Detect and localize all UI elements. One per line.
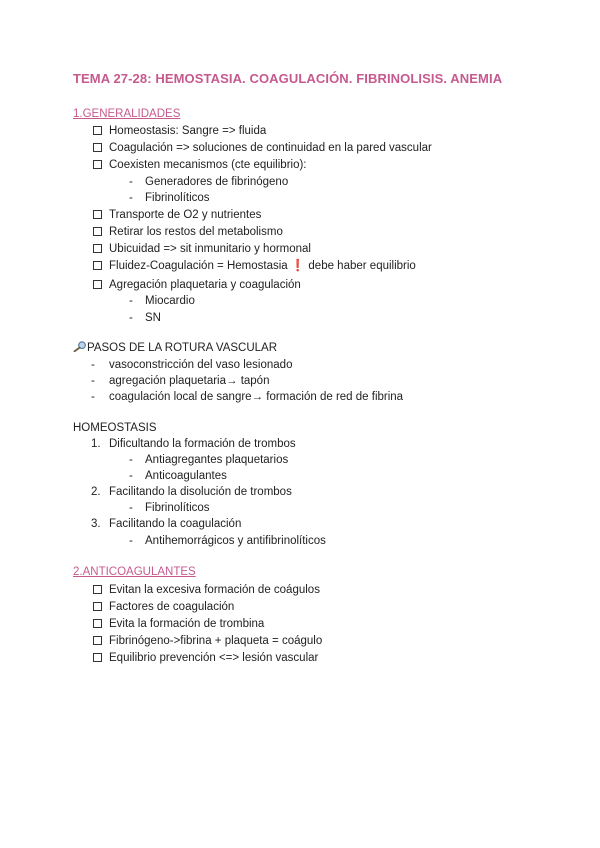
list-number: 1. <box>91 438 101 450</box>
sub-item: Antihemorrágicos y antifibrinolíticos <box>145 535 326 547</box>
dash-bullet: - <box>129 312 133 324</box>
list-item-text: Fluidez-Coagulación = Hemostasia <box>109 260 288 272</box>
list-item: Facilitando la coagulación <box>109 518 242 530</box>
checkbox[interactable] <box>93 636 102 645</box>
checkbox[interactable] <box>93 160 102 169</box>
list-item: Homeostasis: Sangre => fluida <box>109 125 267 137</box>
pasos-heading <box>73 341 277 355</box>
checkbox[interactable] <box>93 619 102 628</box>
list-item: Coexisten mecanismos (cte equilibrio): <box>109 159 307 171</box>
dash-bullet: - <box>129 502 133 514</box>
list-item: vasoconstricción del vaso lesionado <box>109 359 293 371</box>
checkbox[interactable] <box>93 280 102 289</box>
list-item: Agregación plaquetaria y coagulación <box>109 279 301 291</box>
dash-bullet: - <box>129 454 133 466</box>
checkbox[interactable] <box>93 602 102 611</box>
section-heading-anticoagulantes: 2.ANTICOAGULANTES <box>73 566 196 578</box>
checkbox[interactable] <box>93 585 102 594</box>
exclamation-icon: ❗ <box>290 260 306 272</box>
dash-bullet: - <box>129 470 133 482</box>
sub-item: Fibrinolíticos <box>145 192 210 204</box>
page-title: TEMA 27-28: HEMOSTASIA. COAGULACIÓN. FIBRINOLISIS. ANEMIA <box>73 71 503 86</box>
checkbox[interactable] <box>93 126 102 135</box>
sub-item: Antiagregantes plaquetarios <box>145 454 289 466</box>
sub-item: Generadores de fibrinógeno <box>145 176 289 188</box>
checkbox[interactable] <box>93 210 102 219</box>
sub-item: Anticoagulantes <box>145 470 227 482</box>
list-item: coagulación local de sangre→ formación de red de fibrina <box>109 391 404 403</box>
checkbox[interactable] <box>93 261 102 270</box>
list-item: Ubicuidad => sit inmunitario y hormonal <box>109 243 311 255</box>
dash-bullet: - <box>129 176 133 188</box>
list-item: Coagulación => soluciones de continuidad en la pared vascular <box>109 142 432 154</box>
homeostasis-heading: HOMEOSTASIS <box>73 422 157 434</box>
dash-bullet: - <box>129 535 133 547</box>
list-item: Factores de coagulación <box>109 601 235 613</box>
pasos-heading-text: PASOS DE LA ROTURA VASCULAR <box>87 342 278 354</box>
list-item <box>109 259 416 273</box>
list-item-suffix: debe haber equilibrio <box>308 260 416 272</box>
checkbox[interactable] <box>93 227 102 236</box>
sub-item: Fibrinolíticos <box>145 502 210 514</box>
list-number: 2. <box>91 486 101 498</box>
list-item: Retirar los restos del metabolismo <box>109 226 283 238</box>
list-item: agregación plaquetaria→ tapón <box>109 375 270 387</box>
list-item: Facilitando la disolución de trombos <box>109 486 292 498</box>
list-item: Evita la formación de trombina <box>109 618 265 630</box>
dash-bullet: - <box>91 359 95 371</box>
sub-item: SN <box>145 312 161 324</box>
magnifying-glass-icon <box>73 341 87 352</box>
sub-item: Miocardio <box>145 295 195 307</box>
list-item: Dificultando la formación de trombos <box>109 438 296 450</box>
list-number: 3. <box>91 518 101 530</box>
section-heading-generalidades: 1.GENERALIDADES <box>73 108 181 120</box>
list-item: Fibrinógeno->fibrina + plaqueta = coágulo <box>109 635 323 647</box>
dash-bullet: - <box>129 295 133 307</box>
checkbox[interactable] <box>93 653 102 662</box>
checkbox[interactable] <box>93 143 102 152</box>
list-item: Evitan la excesiva formación de coágulos <box>109 584 320 596</box>
dash-bullet: - <box>91 391 95 403</box>
dash-bullet: - <box>91 375 95 387</box>
dash-bullet: - <box>129 192 133 204</box>
list-item: Transporte de O2 y nutrientes <box>109 209 262 221</box>
list-item: Equilibrio prevención <=> lesión vascular <box>109 652 319 664</box>
checkbox[interactable] <box>93 244 102 253</box>
